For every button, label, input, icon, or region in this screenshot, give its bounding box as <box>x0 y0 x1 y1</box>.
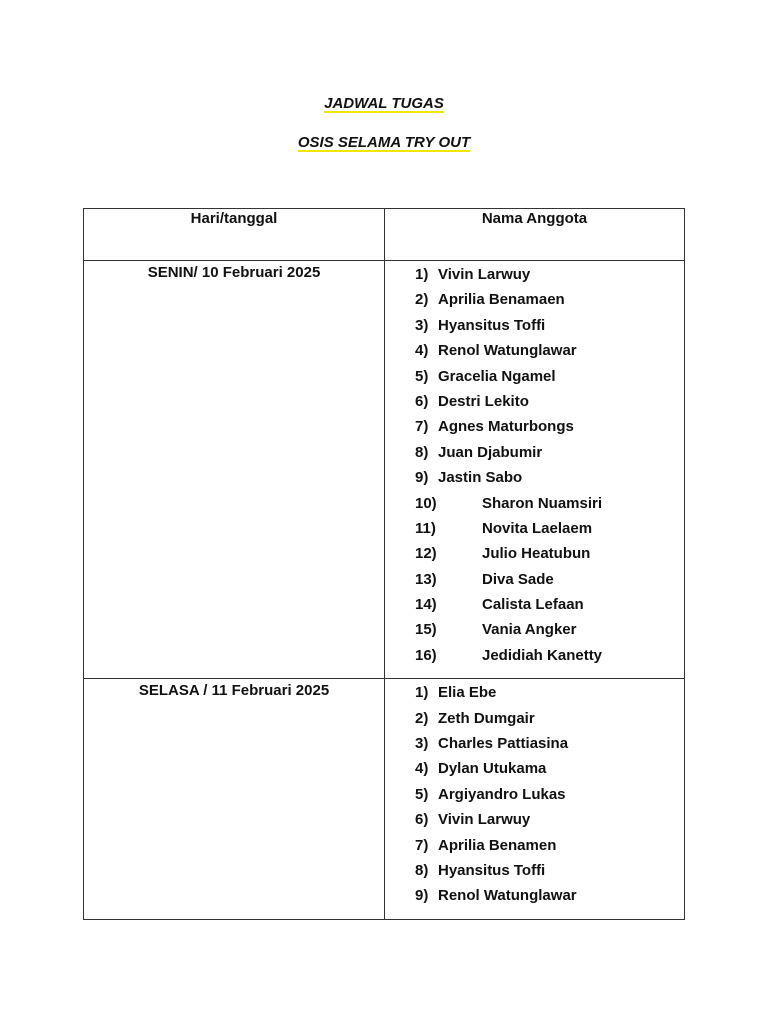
list-item-number: 1) <box>415 684 429 702</box>
list-item <box>385 784 684 809</box>
list-item-name: Juan Djabumir <box>438 443 543 461</box>
list-item-name: Charles Pattiasina <box>438 735 569 753</box>
list-item-number: 1) <box>415 266 429 283</box>
list-item-number: 16) <box>415 646 437 664</box>
list-item-number: 6) <box>415 392 429 410</box>
list-item <box>385 543 684 568</box>
list-item-name: Aprilia Benamen <box>438 836 557 854</box>
list-item-number: 10) <box>415 494 437 512</box>
header-members <box>385 209 685 261</box>
list-item <box>385 569 684 594</box>
list-item-name: Destri Lekito <box>438 392 529 410</box>
list-item-number: 5) <box>415 367 429 385</box>
table-row <box>84 679 685 920</box>
list-item-name: Zeth Dumgair <box>438 709 535 727</box>
list-item-name: Vania Angker <box>482 621 577 639</box>
members-cell <box>385 679 685 920</box>
list-item-name: Vivin Larwuy <box>438 266 531 283</box>
list-item-number: 12) <box>415 545 437 563</box>
list-item <box>385 493 684 518</box>
day-cell <box>84 679 385 920</box>
list-item-number: 9) <box>415 887 429 905</box>
list-item-name: Jedidiah Kanetty <box>482 646 603 664</box>
list-item <box>385 442 684 467</box>
list-item-number: 15) <box>415 621 437 639</box>
list-item-number: 3) <box>415 735 429 753</box>
list-item-number: 7) <box>415 836 429 854</box>
list-item-number: 6) <box>415 811 429 829</box>
list-item <box>385 340 684 365</box>
list-item-name: Jastin Sabo <box>438 469 523 487</box>
header-day <box>84 209 385 261</box>
members-cell <box>385 261 685 679</box>
list-item-number: 7) <box>415 418 429 436</box>
list-item <box>385 758 684 783</box>
list-item <box>385 416 684 441</box>
list-item <box>385 366 684 391</box>
list-item-number: 4) <box>415 342 429 360</box>
title-line-1: JADWAL TUGAS <box>324 95 444 112</box>
list-item-name: Vivin Larwuy <box>438 811 531 829</box>
list-item-number: 14) <box>415 596 437 614</box>
header-day-label: Hari/tanggal <box>190 210 278 227</box>
list-item-name: Hyansitus Toffi <box>438 861 546 879</box>
title-line-2: OSIS SELAMA TRY OUT <box>297 134 471 151</box>
list-item <box>385 809 684 834</box>
list-item-name: Sharon Nuamsiri <box>482 494 603 512</box>
list-item-name: Hyansitus Toffi <box>438 316 546 334</box>
list-item <box>385 733 684 758</box>
document-title <box>0 95 768 112</box>
list-item-name: Calista Lefaan <box>482 596 584 614</box>
table-header-row <box>84 209 685 261</box>
list-item-name: Diva Sade <box>482 570 554 588</box>
list-item-number: 4) <box>415 760 429 778</box>
list-item-name: Dylan Utukama <box>438 760 547 778</box>
member-list <box>385 679 684 919</box>
list-item-name: Elia Ebe <box>438 684 497 702</box>
list-item-number: 5) <box>415 785 429 803</box>
list-item <box>385 264 684 289</box>
list-item <box>385 682 684 707</box>
list-item-number: 3) <box>415 316 429 334</box>
list-item <box>385 645 684 670</box>
list-item-number: 9) <box>415 469 429 487</box>
list-item <box>385 391 684 416</box>
list-item <box>385 885 684 910</box>
list-item <box>385 619 684 644</box>
list-item-name: Agnes Maturbongs <box>438 418 574 436</box>
list-item-number: 11) <box>415 519 436 537</box>
list-item-name: Aprilia Benamaen <box>438 291 565 309</box>
list-item <box>385 518 684 543</box>
list-item-name: Julio Heatubun <box>482 545 591 563</box>
list-item-number: 8) <box>415 861 429 879</box>
list-item <box>385 835 684 860</box>
list-item <box>385 315 684 340</box>
list-item <box>385 708 684 733</box>
day-label: SENIN/ 10 Februari 2025 <box>147 264 321 281</box>
list-item <box>385 467 684 492</box>
list-item <box>385 594 684 619</box>
list-item-number: 2) <box>415 291 429 309</box>
list-item-name: Gracelia Ngamel <box>438 367 556 385</box>
list-item-name: Renol Watunglawar <box>438 342 577 360</box>
member-list <box>385 261 684 678</box>
day-cell <box>84 261 385 679</box>
list-item-number: 8) <box>415 443 429 461</box>
list-item-name: Renol Watunglawar <box>438 887 577 905</box>
list-item-number: 13) <box>415 570 437 588</box>
document-subtitle <box>0 134 768 151</box>
list-item-name: Argiyandro Lukas <box>438 785 566 803</box>
schedule-table <box>83 208 685 920</box>
table-row <box>84 261 685 679</box>
day-label: SELASA / 11 Februari 2025 <box>138 682 330 700</box>
list-item-name: Novita Laelaem <box>482 519 593 537</box>
header-members-label: Nama Anggota <box>481 210 588 227</box>
list-item <box>385 289 684 314</box>
list-item <box>385 860 684 885</box>
list-item-number: 2) <box>415 709 429 727</box>
